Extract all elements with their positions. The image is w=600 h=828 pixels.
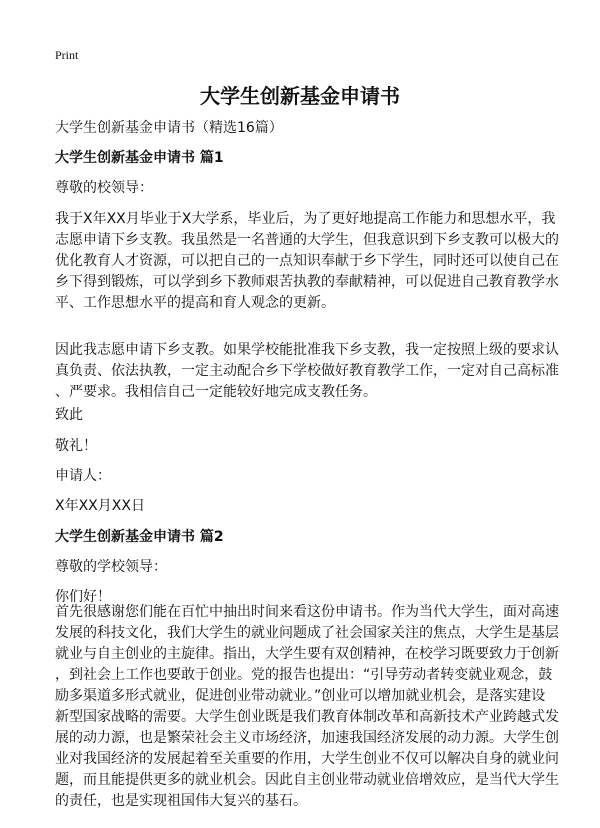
paragraph-line: 新型国家战略的需要。大学生创业既是我们教育体制改革和高新技术产业跨越式发	[55, 709, 559, 725]
applicant-label: 申请人：	[55, 468, 111, 484]
article1-salutation: 尊敬的校领导：	[55, 180, 153, 196]
paragraph-line: 首先很感谢您们能在百忙中抽出时间来看这份申请书。作为当代大学生，面对高速	[55, 604, 559, 620]
page-title: 大学生创新基金申请书	[200, 84, 400, 108]
paragraph-line: ，到社会上工作也要敢于创业。党的报告也提出：“引导劳动者转变就业观念，鼓	[55, 667, 553, 683]
article2-heading: 大学生创新基金申请书 篇2	[55, 529, 224, 545]
paragraph-line: 志愿申请下乡支教。我虽然是一名普通的大学生，但我意识到下乡支教可以极大的	[55, 232, 559, 248]
paragraph-line: 励多渠道多形式就业，促进创业带动就业。”创业可以增加就业机会，是落实建设	[55, 688, 546, 704]
paragraph-line: 、严要求。我相信自己一定能较好地完成支教任务。	[55, 384, 377, 400]
paragraph-line: 业对我国经济的发展起着至关重要的作用，大学生创业不仅可以解决自身的就业问	[55, 751, 559, 767]
article1-para2	[55, 340, 559, 403]
paragraph-line: 乡下得到锻炼，可以学到乡下教师艰苦执教的奉献精神，可以促进自己教育教学水	[55, 274, 559, 290]
paragraph-line: 题，而且能提供更多的就业机会。因此自主创业带动就业倍增效应，是当代大学生	[55, 772, 559, 788]
paragraph-line: 的责任，也是实现祖国伟大复兴的基石。	[55, 793, 307, 809]
paragraph-line: 平、工作思想水平的提高和育人观念的更新。	[55, 295, 335, 311]
article1-para1	[55, 209, 559, 314]
article1-heading: 大学生创新基金申请书 篇1	[55, 150, 224, 166]
paragraph-line: 发展的科技文化，我们大学生的就业问题成了社会国家关注的焦点，大学生是基层	[55, 625, 559, 641]
paragraph-line: 就业与自主创业的主旋律。指出，大学生要有双创精神，在校学习既要致力于创新	[55, 646, 559, 662]
print-link[interactable]: Print	[55, 48, 79, 62]
paragraph-line: 展的动力源，也是繁荣社会主义市场经济，加速我国经济发展的动力源。大学生创	[55, 730, 559, 746]
closing-line2: 敬礼！	[55, 438, 97, 454]
article2-greeting: 你们好！	[55, 589, 111, 605]
subtitle: 大学生创新基金申请书（精选16篇）	[55, 120, 283, 136]
article2-salutation: 尊敬的学校领导：	[55, 559, 167, 575]
paragraph-line: 因此我志愿申请下乡支教。如果学校能批准我下乡支教，我一定按照上级的要求认	[55, 342, 559, 358]
closing-line1: 致此	[55, 407, 83, 423]
paragraph-line: 优化教育人才资源，可以把自己的一点知识奉献于乡下学生，同时还可以使自己在	[55, 253, 559, 269]
paragraph-line: 我于X年XX月毕业于X大学系，毕业后，为了更好地提高工作能力和思想水平，我	[55, 211, 556, 227]
paragraph-line: 真负责、依法执教，一定主动配合乡下学校做好教育教学工作，一定对自己高标准	[55, 363, 559, 379]
article2-para1	[55, 602, 559, 812]
date: X年XX月XX日	[55, 498, 145, 514]
